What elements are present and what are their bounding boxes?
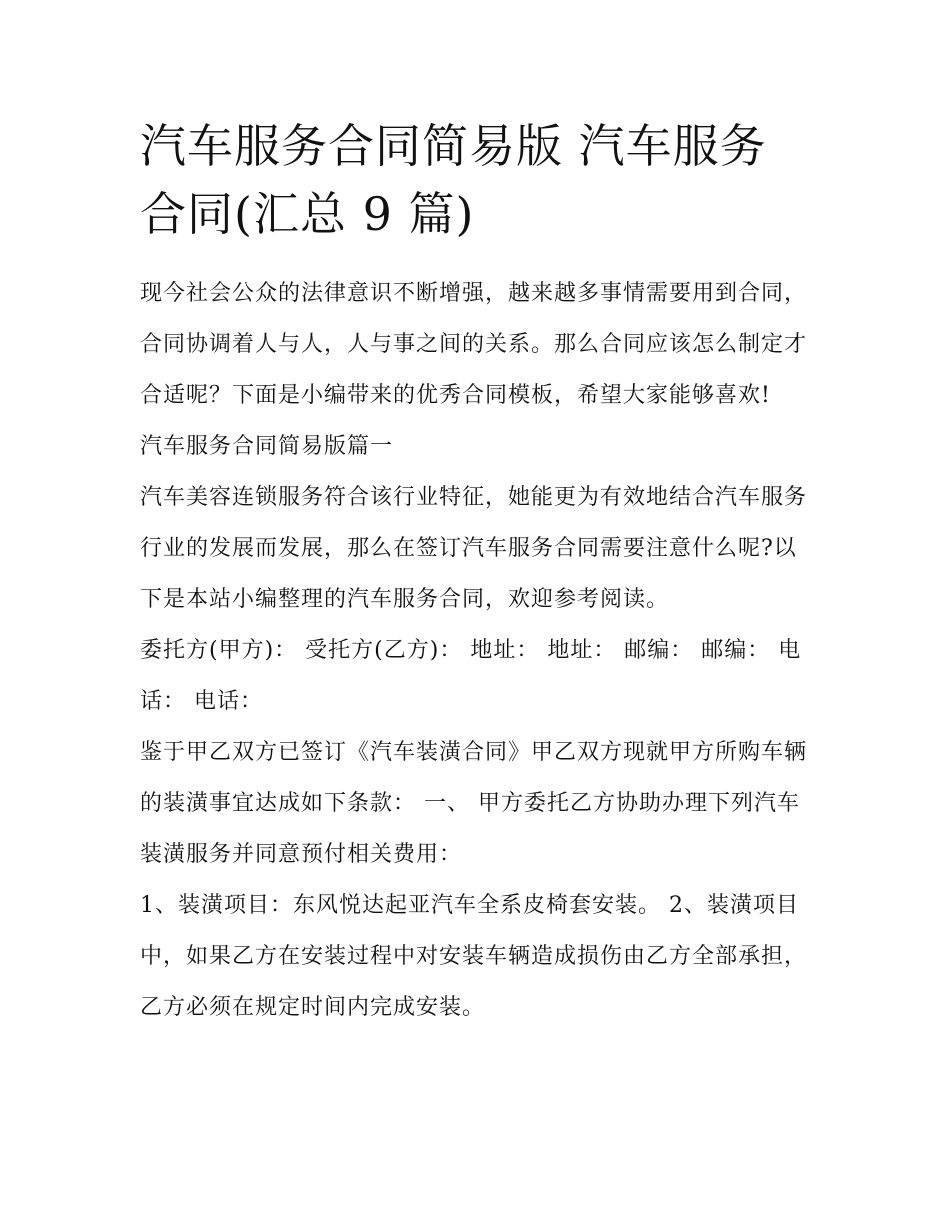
intro-paragraph: 现今社会公众的法律意识不断增强，越来越多事情需要用到合同，合同协调着人与人，人与事之间的关系。那么合同应该怎么制定才合适呢？下面是小编带来的优秀合同模板，希望大家能够喜欢! bbox=[140, 281, 808, 408]
parties-info-paragraph: 委托方(甲方)： 受托方(乙方)： 地址： 地址： 邮编： 邮编： 电话： 电话： bbox=[140, 638, 802, 714]
decoration-items-paragraph: 1、装潢项目：东风悦达起亚汽车全系皮椅套安装。 2、装潢项目中，如果乙方在安装过程中对安装车辆造成损伤由乙方全部承担，乙方必须在规定时间内完成安装。 bbox=[140, 893, 808, 1020]
document-page bbox=[140, 112, 812, 1033]
section-heading: 汽车服务合同简易版篇一 bbox=[140, 434, 394, 459]
section-intro-paragraph: 汽车美容连锁服务符合该行业特征，她能更为有效地结合汽车服务行业的发展而发展，那么在签订汽车服务合同需要注意什么呢?以下是本站小编整理的汽车服务合同，欢迎参考阅读。 bbox=[140, 485, 808, 612]
agreement-terms-paragraph: 鉴于甲乙双方已签订《汽车装潢合同》甲乙双方现就甲方所购车辆的装潢事宜达成如下条款： 一、 甲方委托乙方协助办理下列汽车装潢服务并同意预付相关费用： bbox=[140, 740, 808, 867]
document-title: 汽车服务合同简易版 汽车服务合同(汇总 9 篇) bbox=[140, 119, 767, 241]
